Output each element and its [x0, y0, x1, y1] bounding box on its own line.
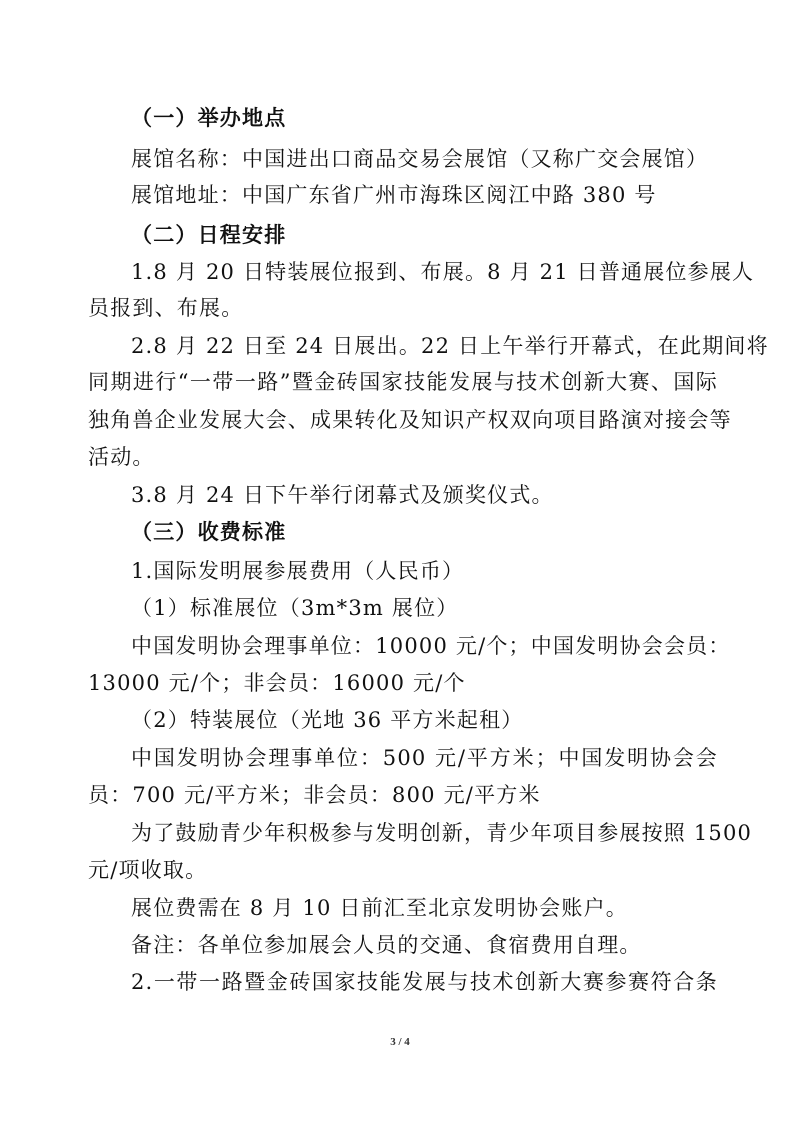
page-number: 3 / 4	[390, 1036, 410, 1048]
fees-standard-booth-line-1: 中国发明协会理事单位：10000 元/个；中国发明协会会员：	[131, 634, 731, 658]
fees-standard-booth-line-2: 13000 元/个；非会员：16000 元/个	[88, 671, 466, 695]
fees-standard-booth-title: （1）标准展位（3m*3m 展位）	[131, 596, 459, 620]
section-heading-schedule: （二）日程安排	[131, 222, 287, 247]
section-heading-venue: （一）举办地点	[131, 105, 287, 130]
venue-name: 展馆名称：中国进出口商品交易会展馆（又称广交会展馆）	[131, 147, 709, 171]
fees-payment-deadline: 展位费需在 8 月 10 日前汇至北京发明协会账户。	[131, 896, 628, 920]
fees-special-booth-title: （2）特装展位（光地 36 平方米起租）	[131, 708, 524, 732]
schedule-item-1-line-2: 员报到、布展。	[88, 296, 244, 320]
schedule-item-1-line-1: 1.8 月 20 日特装展位报到、布展。8 月 21 日普通展位参展人	[131, 260, 755, 284]
fees-remark: 备注：各单位参加展会人员的交通、食宿费用自理。	[131, 933, 642, 957]
schedule-item-2-line-2: 同期进行“一带一路”暨金砖国家技能发展与技术创新大赛、国际	[88, 370, 718, 394]
schedule-item-2-line-4: 活动。	[88, 445, 155, 469]
schedule-item-2-line-3: 独角兽企业发展大会、成果转化及知识产权双向项目路演对接会等	[88, 408, 732, 432]
fees-special-booth-line-1: 中国发明协会理事单位：500 元/平方米；中国发明协会会	[131, 746, 718, 770]
section-heading-fees: （三）收费标准	[131, 519, 287, 544]
fees-item-2-title: 2.一带一路暨金砖国家技能发展与技术创新大赛参赛符合条	[131, 970, 718, 994]
schedule-item-3: 3.8 月 24 日下午举行闭幕式及颁奖仪式。	[131, 483, 554, 507]
fees-youth-line-1: 为了鼓励青少年积极参与发明创新，青少年项目参展按照 1500	[131, 821, 753, 845]
fees-youth-line-2: 元/项收取。	[88, 858, 208, 882]
fees-item-1-title: 1.国际发明展参展费用（人民币）	[131, 559, 465, 583]
venue-address: 展馆地址：中国广东省广州市海珠区阅江中路 380 号	[131, 183, 657, 207]
schedule-item-2-line-1: 2.8 月 22 日至 24 日展出。22 日上午举行开幕式，在此期间将	[131, 334, 769, 358]
fees-special-booth-line-2: 员：700 元/平方米；非会员：800 元/平方米	[88, 783, 541, 807]
